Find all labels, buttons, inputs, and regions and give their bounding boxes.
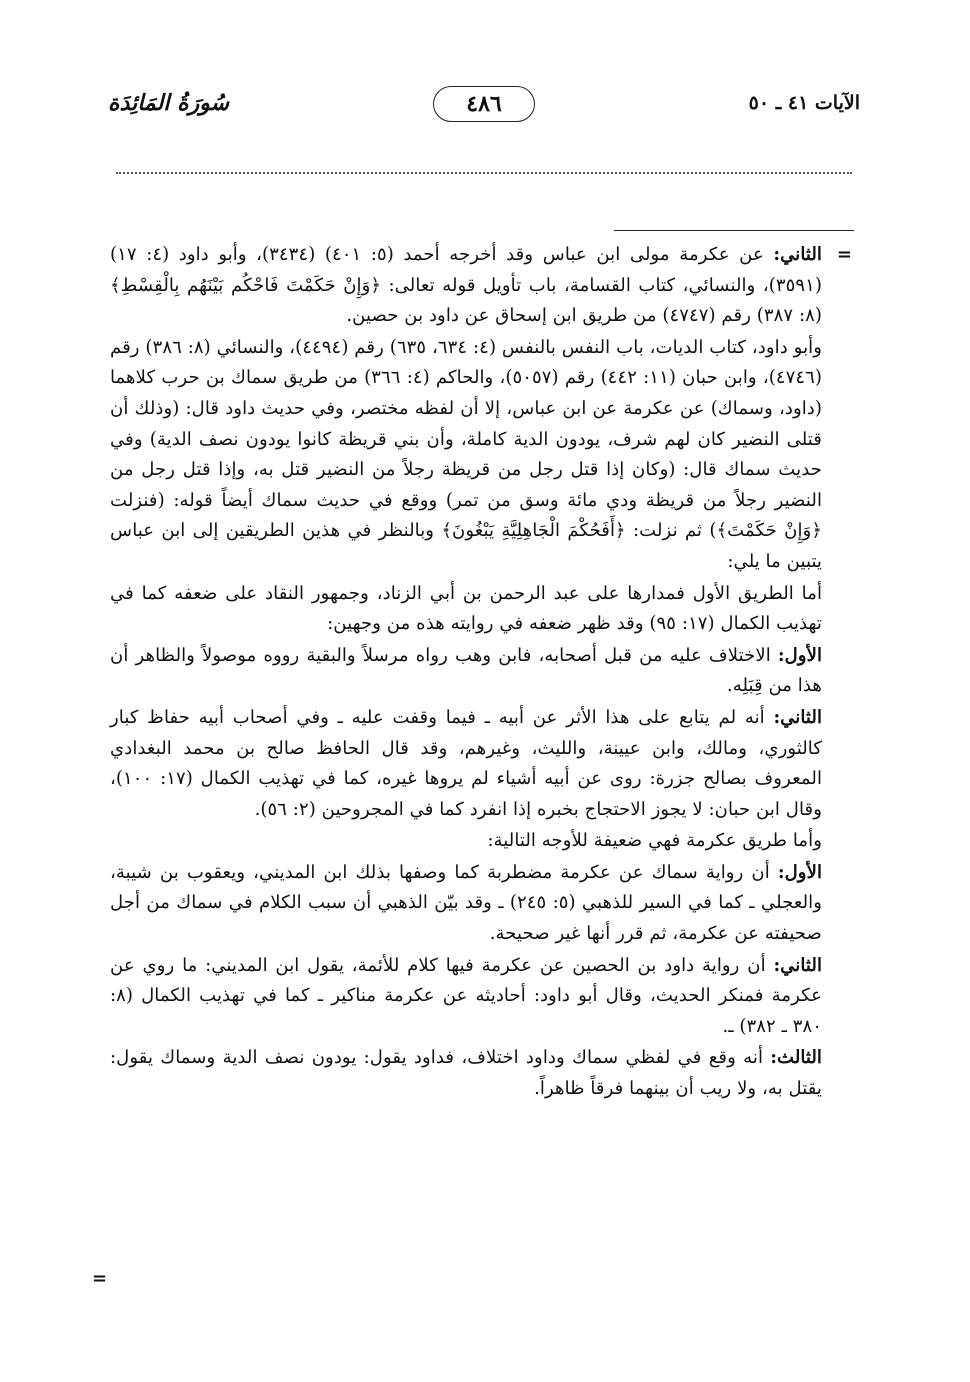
paragraph xyxy=(110,1043,822,1104)
paragraph xyxy=(110,579,822,640)
paragraph xyxy=(110,240,822,332)
paragraph-text: أن رواية سماك عن عكرمة مضطربة كما وصفها بذلك ابن المديني، ويعقوب بن شيبة، والعجلي ـ كما في السير للذهبي (٥: ٢٤٥) ـ وقد بيّن الذهبي أن سبب الكلام في سماك من أجل صحيفته عن عكرمة، ثم قرر أنها غير صحيحة. xyxy=(110,861,822,945)
continuation-mark-bottom: = xyxy=(92,1268,108,1289)
footnote-rule xyxy=(614,230,854,231)
continuation-mark-top: = xyxy=(836,244,852,265)
paragraph xyxy=(110,641,822,702)
paragraph-text: وأما طريق عكرمة فهي ضعيفة للأوجه التالية: xyxy=(487,830,822,852)
header-dotted-divider xyxy=(116,172,852,174)
paragraph-lead: الثاني: xyxy=(773,954,822,976)
paragraph-text: أن رواية داود بن الحصين عن عكرمة فيها كلام للأئمة، يقول ابن المديني: ما روي عن عكرمة فمنكر الحديث، وقال أبو داود: أحاديثه عن عكرمة مناكير ـ كما في تهذيب الكمال (٨: ٣٨٠ ـ ٣٨٢) ـ. xyxy=(110,954,822,1037)
surah-title: سُورَةُ المَائِدَة xyxy=(108,90,230,116)
paragraph-text: أما الطريق الأول فمدارها على عبد الرحمن بن أبي الزناد، وجمهور النقاد على ضعفه كما في تهذيب الكمال (١٧: ٩٥) وقد ظهر ضعفه في روايته هذه من وجهين: xyxy=(110,582,822,635)
paragraph-text: وأبو داود، كتاب الديات، باب النفس بالنفس (٤: ٦٣٤، ٦٣٥) رقم (٤٤٩٤)، والنسائي (٨: ٣٨٦) رقم (٤٧٤٦)، وابن حبان (١١: ٤٤٢) رقم (٥٠٥٧)، والحاكم (٤: ٣٦٦) من طريق سماك بن حرب كلاهما (داود، وسماك) عن عكرمة عن ابن عباس، إلا أن لفظه مختصر، وفي حديث داود قال: (وذلك أن قتلى النضير كان لهم شرف، يودون الدية كاملة، وأن بني قريظة كانوا يودون نصف الدية) وفي حديث سماك قال: (وكان إذا قتل رجل من قريظة رجلاً من النضير قتل به، وإذا قتل رجل من النضير رجلاً من قريظة ودي مائة وسق من تمر) ووقع في حديث سماك أيضاً قوله: (فنزلت ﴿وَإِنْ حَكَمْتَ﴾) ثم نزلت: ﴿أَفَحُكْمَ الْجَاهِلِيَّةِ يَبْغُونَ﴾ وبالنظر في هذين الطريقين إلى ابن عباس يتبين ما يلي: xyxy=(110,336,822,572)
page-number: ٤٨٦ xyxy=(433,86,535,122)
paragraph xyxy=(110,826,822,857)
paragraph xyxy=(110,951,822,1043)
paragraph xyxy=(110,333,822,578)
paragraph-lead: الأول: xyxy=(777,861,822,883)
verse-range: الآيات ٤١ ـ ٥٠ xyxy=(748,92,860,114)
page-header xyxy=(108,88,860,132)
paragraph-lead: الثالث: xyxy=(770,1047,822,1069)
paragraph-text: أنه وقع في لفظي سماك وداود اختلاف، فداود يقول: يودون نصف الدية وسماك يقول: يقتل به، ولا ريب أن بينهما فرقاً ظاهراً. xyxy=(110,1047,822,1100)
paragraph-lead: الأول: xyxy=(777,644,822,666)
paragraph-text: عن عكرمة مولى ابن عباس وقد أخرجه أحمد (٥: ٤٠١) (٣٤٣٤)، وأبو داود (٤: ١٧) (٣٥٩١)، والنسائي، كتاب القسامة، باب تأويل قوله تعالى: ﴿وَإِنْ حَكَمْتَ فَاحْكُم بَيْنَهُم بِالْقِسْطِ﴾ (٨: ٣٨٧) رقم (٤٧٤٧) من طريق ابن إسحاق عن داود بن حصين. xyxy=(110,244,822,327)
paragraph-lead: الثاني: xyxy=(773,706,822,728)
paragraph-lead: الثاني: xyxy=(773,244,822,265)
paragraph xyxy=(110,703,822,825)
paragraph xyxy=(110,858,822,950)
footnote-body xyxy=(110,240,822,1106)
paragraph-text: الاختلاف عليه من قبل أصحابه، فابن وهب رواه مرسلاً والبقية رووه موصولاً والظاهر أن هذا من قِبَلِه. xyxy=(110,644,822,697)
paragraph-text: أنه لم يتابع على هذا الأثر عن أبيه ـ فيما وقفت عليه ـ وفي أصحاب أبيه حفاظ كبار كالثوري، ومالك، وابن عيينة، والليث، وغيرهم، وقد قال الحافظ صالح بن محمد البغدادي المعروف بصالح جزرة: روى عن أبيه أشياء لم يروها غيره، كما في تهذيب الكمال (١٧: ١٠٠)، وقال ابن حبان: لا يجوز الاحتجاج بخبره إذا انفرد كما في المجروحين (٢: ٥٦). xyxy=(110,706,822,820)
